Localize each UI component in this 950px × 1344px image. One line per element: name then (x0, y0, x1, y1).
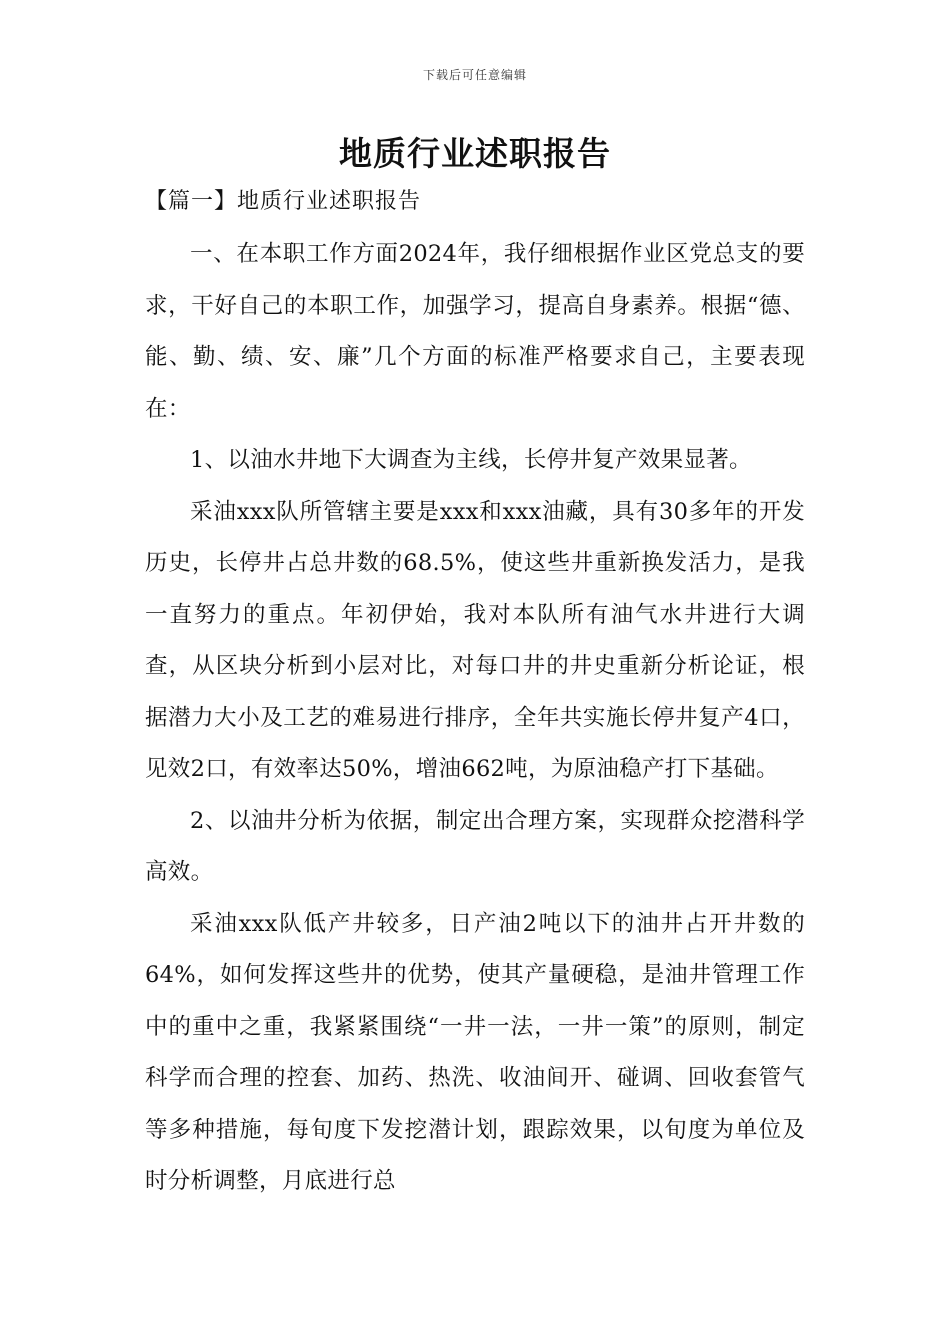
paragraph-point-2: 2、以油井分析为依据，制定出合理方案，实现群众挖潜科学高效。 (145, 807, 805, 885)
header-note: 下载后可任意编辑 (422, 68, 527, 82)
paragraph-point-1: 1、以油水井地下大调查为主线，长停井复产效果显著。 (190, 447, 752, 473)
document-title: 地质行业述职报告 (339, 134, 611, 173)
paragraph-intro: 一、在本职工作方面2024年，我仔细根据作业区党总支的要求，干好自己的本职工作，加强学习，提高自身素养。根据“德、能、勤、绩、安、廉”几个方面的标准严格要求自己，主要表现在： (145, 241, 805, 422)
paragraph-point-2-detail: 采油xxx队低产井较多，日产油2吨以下的油井占开井数的64%，如何发挥这些井的优势，使其产量硬稳，是油井管理工作中的重中之重，我紧紧围绕“一井一法，一井一策”的原则，制定科学而合理的控套、加药、热洗、收油间开、碰调、回收套管气等多种措施，每旬度下发挖潜计划，跟踪效果，以旬度为单位及时分析调整，月底进行总 (145, 910, 805, 1194)
section-heading: 【篇一】地质行业述职报告 (145, 189, 422, 214)
document-body (145, 229, 805, 1208)
paragraph-point-1-detail: 采油xxx队所管辖主要是xxx和xxx油藏，具有30多年的开发历史，长停井占总井数的68.5%，使这些井重新换发活力，是我一直努力的重点。年初伊始，我对本队所有油气水井进行大调查，从区块分析到小层对比，对每口井的井史重新分析论证，根据潜力大小及工艺的难易进行排序，全年共实施长停井复产4口，见效2口，有效率达50%，增油662吨，为原油稳产打下基础。 (145, 498, 805, 782)
